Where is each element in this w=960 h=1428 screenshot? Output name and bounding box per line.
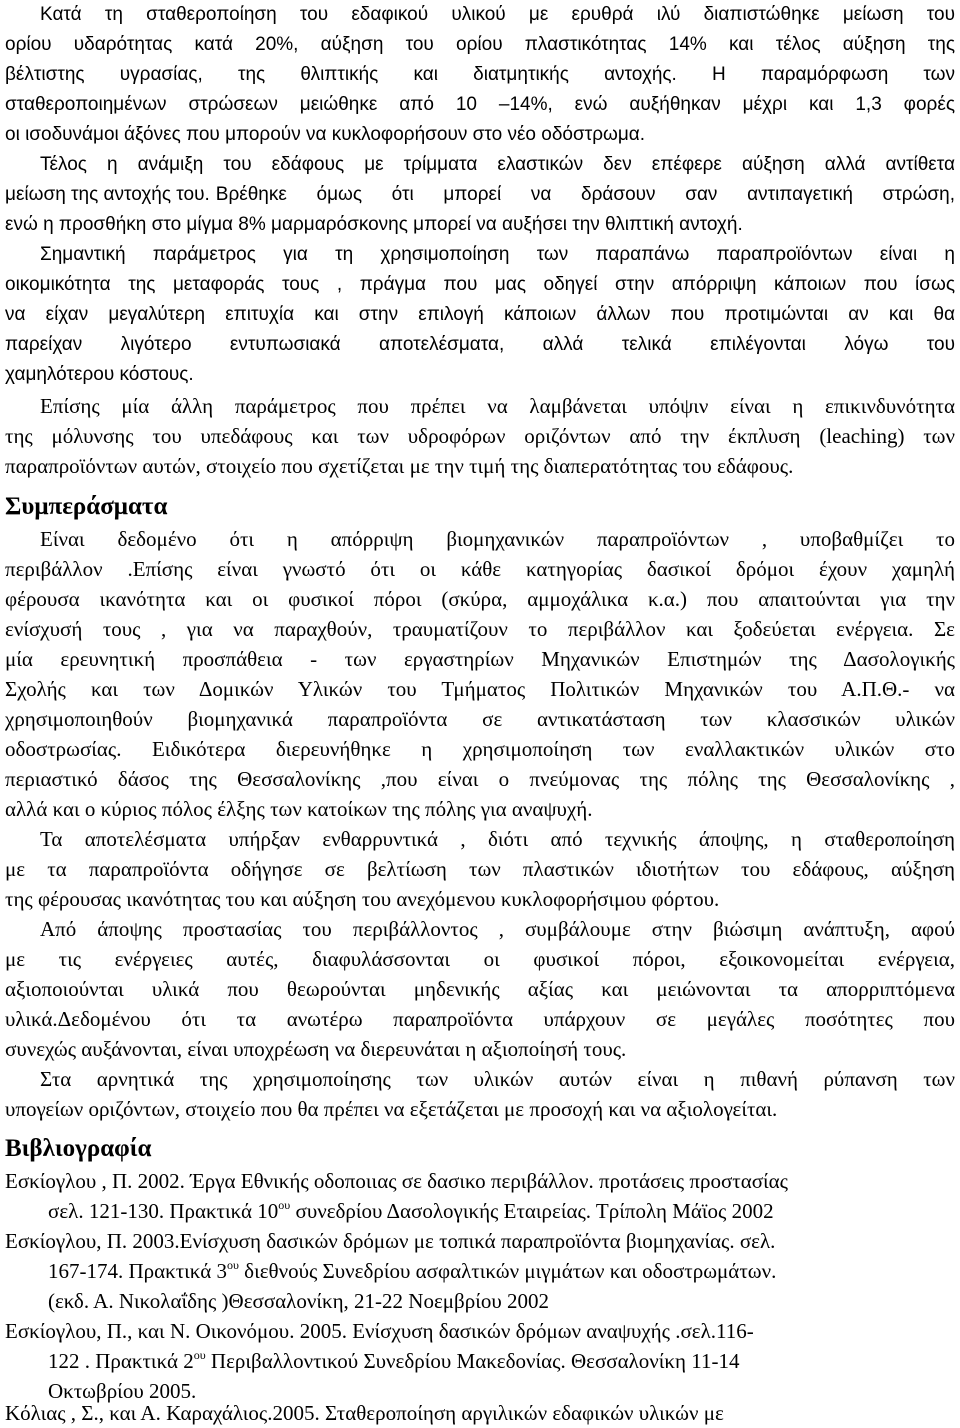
text-fragment: διεθνούς Συνεδρίου ασφαλτικών μιγμάτων και οδοστρωμάτων. xyxy=(238,1259,777,1283)
text-line: περιαστικό δάσος της Θεσσαλονίκης ,που είναι ο πνεύμονας της πόλης της Θεσσαλονίκης , xyxy=(5,767,955,791)
text-line: υλικά.Δεδομένου ότι τα ανωτέρω παραπροϊόντα υπάρχουν σε μεγάλες ποσότητες που xyxy=(5,1007,955,1031)
text-fragment: 167-174. Πρακτικά 3 xyxy=(48,1259,227,1283)
text-line: βέλτιστης υγρασίας, της θλιπτικής και διατμητικής αντοχής. Η παραμόρφωση των xyxy=(5,64,955,85)
section-heading-conclusions: Συμπεράσματα xyxy=(5,493,168,520)
superscript: ου xyxy=(226,1258,239,1272)
text-line: Επίσης μία άλλη παράμετρος που πρέπει να λαμβάνεται υπόψιν είναι η επικινδυνότητα xyxy=(40,394,955,418)
text-line xyxy=(5,180,955,210)
reference-line: Εσκίογλου , Π. 2002. Έργα Εθνικής οδοποιιας σε δασικο περιβάλλον. προτάσεις προστασίας xyxy=(5,1169,788,1193)
text-line: σταθεροποιημένων στρώσεων μειώθηκε από 10 –14%, ενώ αυξήθηκαν μέχρι και 1,3 φορές xyxy=(5,94,955,115)
text-line: Είναι δεδομένο ότι η απόρριψη βιομηχανικών παραπροϊόντων , υποβαθμίζει το xyxy=(40,527,955,551)
text-line: Τέλος η ανάμιξη του εδάφους με τρίμματα ελαστικών δεν επέφερε αύξηση αλλά αντίθετα xyxy=(40,154,955,175)
text-line: παρείχαν λιγότερο εντυπωσιακά αποτελέσματα, αλλά τελικά επιλέγονται λόγω του xyxy=(5,334,955,355)
text-line: χρησιμοποιηθούν βιομηχανικά παραπροϊόντα σε αντικατάσταση των κλασσικών υλικών xyxy=(5,707,955,731)
superscript: ου xyxy=(278,1198,291,1212)
text-line: μία ερευνητική προσπάθεια - των εργαστηρίων Μηχανικών Επιστημών της Δασολογικής xyxy=(5,647,955,671)
reference-line xyxy=(5,1346,955,1376)
text-line: οι ισοδυνάμοι άξόνες που μπορούν να κυκλοφορήσουν στο νέο οδόστρωμα. xyxy=(5,124,646,145)
text-line: με τις ενέργειες αυτές, διαφυλάσσονται οι φυσικοί πόροι, εξοικονομείται ενέργεια, xyxy=(5,947,955,971)
text-line: παραπροϊόντων αυτών, στοιχείο που σχετίζεται με την τιμή της διαπερατότητας του εδάφους. xyxy=(5,454,794,478)
text-line: ορίου υδαρότητας κατά 20%, αύξηση του ορίου πλαστικότητας 14% και τέλος αύξηση της xyxy=(5,34,955,55)
text-line: φέρουσα ικανότητα και οι φυσικοί πόροι (σκύρα, αμμοχάλικα κ.α.) που απαιτούνται για την xyxy=(5,587,955,611)
text-line: οδοστρωσίας. Ειδικότερα διερευνήθηκε η χρησιμοποίηση των εναλλακτικών υλικών στο xyxy=(5,737,955,761)
reference-line: Οκτωβρίου 2005. xyxy=(48,1379,197,1403)
text-line: Από άποψης προστασίας του περιβάλλοντος , συμβάλουμε στην βιώσιμη ανάπτυξη, αφού xyxy=(40,917,955,941)
superscript: ου xyxy=(193,1348,206,1362)
reference-line: Κόλιας , Σ., και Α. Καραχάλιος.2005. Σταθεροποίηση αργιλικών εδαφικών υλικών με xyxy=(5,1401,724,1425)
text-line: οικομικότητα της μεταφοράς τους , πράγμα που μας οδηγεί στην απόρριψη κάποιων που ίσως xyxy=(5,274,955,295)
text-line: συνεχώς αυξάνονται, είναι υποχρέωση να διερευνάται η αξιοποίησή τους. xyxy=(5,1037,627,1061)
reference-line xyxy=(5,1256,955,1286)
text-line: αλλά και ο κύριος πόλος έλξης των κατοίκων της πόλης για αναψυχή. xyxy=(5,797,593,821)
text-fragment: σελ. 121-130. Πρακτικά 10 xyxy=(48,1199,279,1223)
section-heading-bibliography: Βιβλιογραφία xyxy=(5,1135,152,1162)
text-line: με τα παραπροϊόντα οδήγησε σε βελτίωση των πλαστικών ιδιοτήτων του εδάφους, αύξηση xyxy=(5,857,955,881)
text-line: χαμηλότερου κόστους. xyxy=(5,364,194,385)
text-line: περιβάλλον .Επίσης είναι γνωστό ότι οι κάθε κατηγορίας δασικοί δρόμοι έχουν χαμηλή xyxy=(5,557,955,581)
text-line: Κατά τη σταθεροποίηση του εδαφικού υλικού με ερυθρά ιλύ διαπιστώθηκε μείωση του xyxy=(40,4,955,25)
text-line: της μόλυνσης του υπεδάφους και των υδροφόρων οριζόντων από την έκπλυση (leaching) των xyxy=(5,424,955,448)
text-line: ενώ η προσθήκη στο μίγμα 8% μαρμαρόσκονης μπορεί να αυξήσει την θλιπτική αντοχή. xyxy=(5,214,743,235)
text-fragment: Βρέθηκε όμως ότι μπορεί να δράσουν σαν αντιπαγετική στρώση, xyxy=(215,184,955,205)
text-line: να είχαν μεγαλύτερη επιτυχία και στην επιλογή κάποιων άλλων που προτιμώνται αν και θα xyxy=(5,304,955,325)
text-line: υπογείων οριζόντων, στοιχείο που θα πρέπει να εξετάζεται με προσοχή και να αξιολογείται. xyxy=(5,1097,778,1121)
text-line: της φέρουσας ικανότητας του και αύξηση του ανεχόμενου κυκλοφορήσιμου φόρτου. xyxy=(5,887,720,911)
text-line: Στα αρνητικά της χρησιμοποίησης των υλικών αυτών είναι η πιθανή ρύπανση των xyxy=(40,1067,955,1091)
reference-line: Εσκίογλου, Π. 2003.Ενίσχυση δασικών δρόμων με τοπικά παραπροϊόντα βιομηχανίας. σελ. xyxy=(5,1229,776,1253)
text-fragment: 122 . Πρακτικά 2 xyxy=(48,1349,194,1373)
reference-line: Εσκίογλου, Π., και Ν. Οικονόμου. 2005. Ενίσχυση δασικών δρόμων αναψυχής .σελ.116- xyxy=(5,1319,754,1343)
text-line: αξιοποιούνται υλικά που θεωρούνται μηδενικής αξίας και μειώνονται τα απορριπτόμενα xyxy=(5,977,955,1001)
text-line: ενίσχυσή τους , για να παραχθούν, τραυματίζουν το περιβάλλον και ξοδεύεται ενέργεια. Σε xyxy=(5,617,955,641)
text-line: Τα αποτελέσματα υπήρξαν ενθαρρυντικά , διότι από τεχνικής άποψης, η σταθεροποίηση xyxy=(40,827,955,851)
text-line: Σημαντική παράμετρος για τη χρησιμοποίηση των παραπάνω παραπροϊόντων είναι η xyxy=(40,244,955,265)
text-fragment: Περιβαλλοντικού Συνεδρίου Μακεδονίας. Θεσσαλονίκη 11-14 xyxy=(205,1349,740,1373)
text-fragment: μείωση της αντοχής του. xyxy=(5,184,210,205)
text-line: Σχολής και των Δομικών Υλικών του Τμήματος Πολιτικών Μηχανικών του Α.Π.Θ.- να xyxy=(5,677,955,701)
reference-line xyxy=(5,1196,955,1226)
reference-line: (εκδ. Α. Νικολαΐδης )Θεσσαλονίκη, 21-22 Νοεμβρίου 2002 xyxy=(48,1289,550,1313)
text-fragment: συνεδρίου Δασολογικής Εταιρείας. Τρίπολη Μάϊος 2002 xyxy=(290,1199,774,1223)
